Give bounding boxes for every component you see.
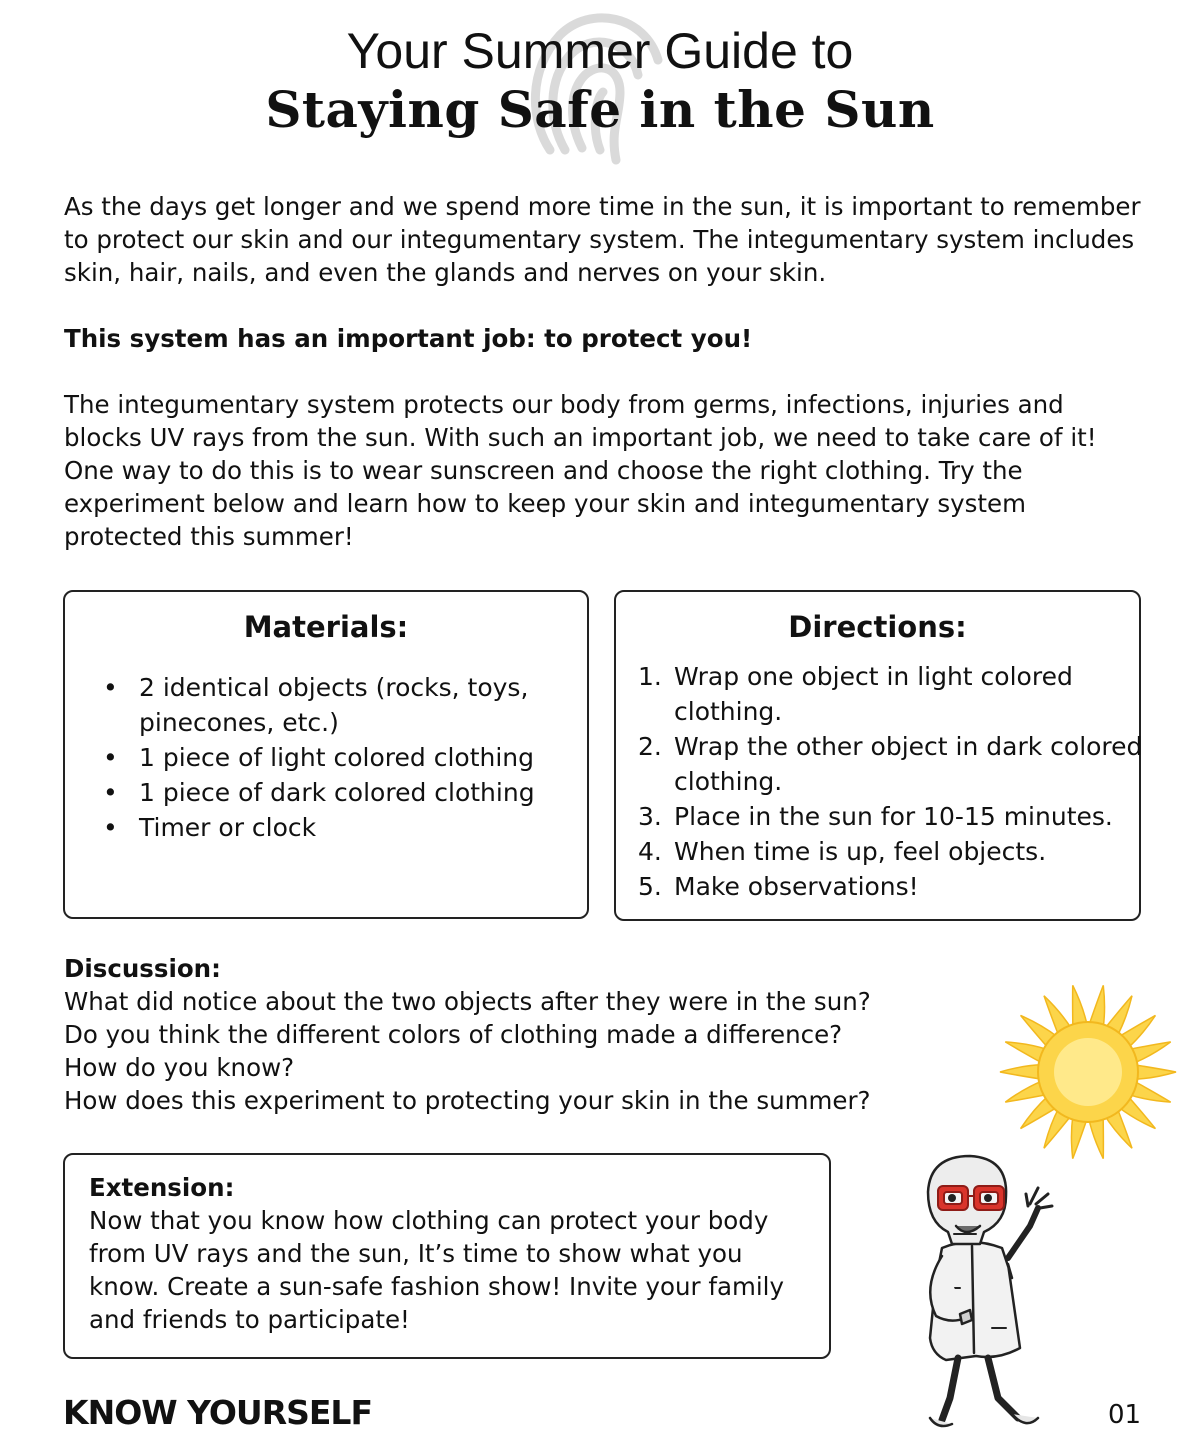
directions-title: Directions: bbox=[788, 610, 967, 644]
step-number: 2. bbox=[638, 732, 662, 761]
bold-statement: This system has an important job: to protect you! bbox=[64, 324, 753, 353]
discussion-question: What did notice about the two objects after they were in the sun? bbox=[64, 987, 871, 1016]
discussion-question: How does this experiment to protecting your skin in the summer? bbox=[64, 1086, 871, 1115]
skeleton-scientist-icon bbox=[880, 1148, 1080, 1438]
bullet-icon: • bbox=[103, 743, 118, 772]
page-title-line1: Your Summer Guide to bbox=[346, 23, 854, 79]
body-paragraph: The integumentary system protects our body from germs, infections, injuries and blocks UV rays from the sun. With such an important job, we need to take care of it! One way to do this is to wear sunscreen and choose the right clothing. Try the experiment below and learn how to keep your skin and integumentary system protected this summer! bbox=[64, 390, 1097, 551]
step-text: Wrap the other object in dark colored clothing. bbox=[674, 732, 1143, 796]
material-text: 1 piece of dark colored clothing bbox=[139, 778, 535, 807]
material-text: Timer or clock bbox=[139, 813, 317, 842]
step-number: 1. bbox=[638, 662, 662, 691]
know-yourself-logo: KNOW YOURSELF bbox=[63, 1393, 372, 1432]
list-item bbox=[638, 659, 1144, 729]
materials-box bbox=[63, 590, 589, 919]
step-text: Make observations! bbox=[674, 872, 919, 901]
extension-text: Now that you know how clothing can protect your body from UV rays and the sun, It’s time to show what you know. Create a sun-safe fashion show! Invite your family and friends to participate! bbox=[89, 1206, 784, 1334]
list-item bbox=[638, 729, 1144, 799]
step-number: 3. bbox=[638, 802, 662, 831]
discussion-section bbox=[64, 952, 964, 1117]
bullet-icon: • bbox=[103, 673, 118, 702]
step-text: When time is up, feel objects. bbox=[674, 837, 1047, 866]
step-text: Place in the sun for 10-15 minutes. bbox=[674, 802, 1113, 831]
page-number: 01 bbox=[1108, 1400, 1142, 1430]
materials-title: Materials: bbox=[243, 610, 409, 644]
sun-icon bbox=[996, 980, 1180, 1164]
directions-box bbox=[614, 590, 1141, 921]
directions-list bbox=[638, 659, 1144, 904]
list-item bbox=[103, 810, 559, 845]
list-item bbox=[103, 670, 559, 740]
list-item bbox=[103, 740, 559, 775]
list-item bbox=[103, 775, 559, 810]
list-item bbox=[638, 869, 1144, 904]
page-title-line2: Staying Safe in the Sun bbox=[265, 80, 935, 139]
discussion-question: How do you know? bbox=[64, 1053, 295, 1082]
sun-ray bbox=[1000, 1065, 1043, 1080]
step-text: Wrap one object in light colored clothing. bbox=[674, 662, 1073, 726]
bullet-icon: • bbox=[103, 778, 118, 807]
discussion-title: Discussion: bbox=[64, 954, 221, 983]
material-text: 1 piece of light colored clothing bbox=[139, 743, 535, 772]
step-number: 5. bbox=[638, 872, 662, 901]
discussion-question: Do you think the different colors of clothing made a difference? bbox=[64, 1020, 843, 1049]
list-item bbox=[638, 834, 1144, 869]
extension-box bbox=[63, 1153, 831, 1359]
list-item bbox=[638, 799, 1144, 834]
extension-title: Extension: bbox=[89, 1173, 235, 1202]
intro-paragraph: As the days get longer and we spend more time in the sun, it is important to remember to protect our skin and our integumentary system. The integumentary system includes skin, hair, nails, and even the glands and nerves on your skin. bbox=[64, 192, 1141, 287]
sun-ray bbox=[1133, 1065, 1176, 1080]
materials-list bbox=[103, 670, 559, 845]
step-number: 4. bbox=[638, 837, 662, 866]
material-text: 2 identical objects (rocks, toys, pinecones, etc.) bbox=[139, 673, 529, 737]
bullet-icon: • bbox=[103, 813, 118, 842]
